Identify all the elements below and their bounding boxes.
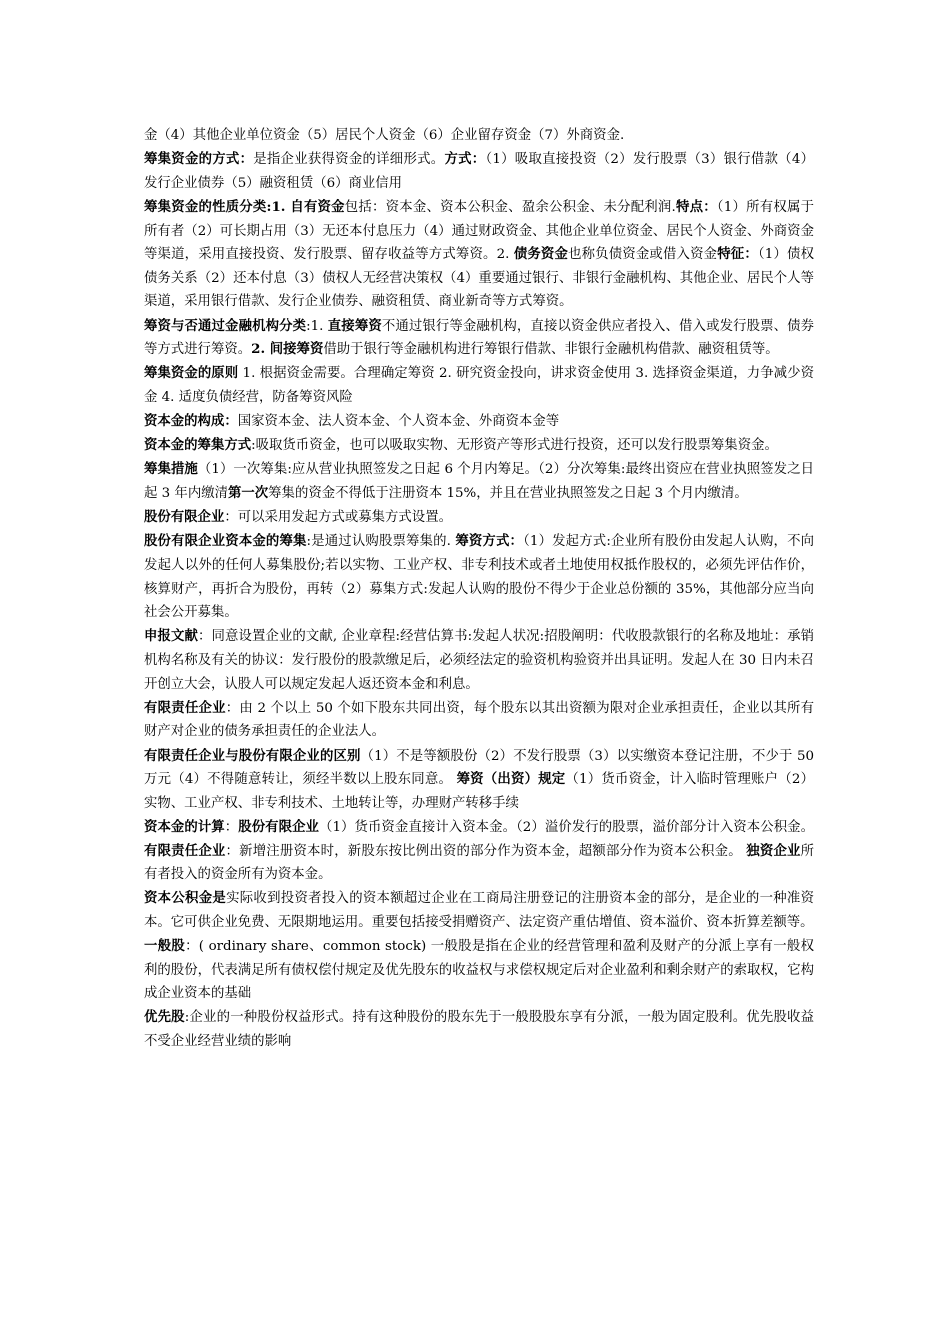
- bold-term: 资本金的筹集方式: [144, 437, 252, 454]
- text-run: （1）债权债务关系（2）还本付息（3）债权人无经营决策权（4）重要通过银行、非银行金融机构、其他企业、居民个人等渠道，采用银行借款、发行企业债券、融资租赁、商业新奇等方式筹资。: [144, 247, 815, 310]
- text-run: 所有者投入的资金所有为资本金。: [144, 843, 815, 883]
- text-run: ：由 2 个以上 50 个如下股东共同出资，每个股东以其出资额为限对企业承担责任，企业以其所有财产对企业的债务承担责任的企业法人。: [144, 700, 814, 740]
- text-run: （1）不是等额股份（2）不发行股票（3）以实缴资本登记注册，不少于 50 万元（4）不得随意转让，须经半数以上股东同意。: [144, 748, 814, 788]
- bold-term: 筹资方式：: [455, 533, 524, 550]
- text-run: ：新增注册资本时，新股东按比例出资的部分作为资本金，超额部分作为资本公积金。: [225, 843, 747, 859]
- paragraph: [144, 315, 814, 362]
- paragraph: [144, 506, 814, 530]
- document-body: [144, 124, 814, 1054]
- bold-term: 股份有限企业: [144, 509, 225, 526]
- text-run: 也称负债资金或借入资金: [568, 247, 718, 263]
- paragraph: [144, 816, 814, 887]
- paragraph: [144, 410, 814, 434]
- bold-term: 筹集措施: [144, 461, 198, 478]
- bold-term: 有限责任企业: [144, 699, 226, 716]
- text-run: :是通过认购股票筹集的.: [306, 534, 456, 550]
- text-run: :吸取货币资金，也可以吸取实物、无形资产等形式进行投资，还可以发行股票筹集资金。: [251, 438, 778, 454]
- bold-term: 2. 间接筹资: [251, 341, 324, 358]
- text-run: 借助于银行等金融机构进行筹银行借款、非银行金融机构借款、融资租赁等。: [323, 342, 779, 358]
- text-run: 实际收到投资者投入的资本额超过企业在工商局注册登记的注册资本金的部分，是企业的一种准资本。它可供企业免费、无限期地运用。重要包括接受捐赠资产、法定资产重估增值、资本溢价、资本折算差额等。: [144, 891, 814, 930]
- text-run: 不通过银行等金融机构，直接以资金供应者投入、借入或发行股票、债券等方式进行筹资。: [144, 318, 815, 358]
- paragraph: [144, 1006, 814, 1053]
- bold-term: 股份有限企业资本金的筹集: [144, 533, 307, 550]
- bold-term: 独资企业: [746, 842, 801, 859]
- text-run: （1）货币资金，计入临时管理账户（2）实物、工业产权、非专利技术、土地转让等，办理财产转移手续: [144, 772, 814, 811]
- paragraph: [144, 530, 814, 624]
- text-run: ：可以采用发起方式或募集方式设置。: [224, 510, 452, 526]
- bold-term: 筹资（出资）规定: [456, 771, 566, 788]
- bold-term: 方式：: [444, 151, 486, 168]
- bold-term: 特征：: [717, 246, 758, 263]
- bold-term: 有限责任企业与股份有限企业的区别: [144, 747, 361, 764]
- text-run: ：同意设置企业的文献, 企业章程:经营估算书:发起人状况:招股阐明：代收股款银行的名称及地址：承销机构名称及有关的协议：发行股份的股款缴足后，必须经法定的验资机构验资并出具证明。发起人在 30 日内未召开创立大会，认股人可以规定发起人返还资本金和利息。: [144, 629, 815, 692]
- paragraph: [144, 745, 814, 816]
- text-run: （1）所有权属于所有者（2）可长期占用（3）无还本付息压力（4）通过财政资金、其他企业单位资金、居民个人资金、外商资金等渠道，采用直接投资、发行股票、留存收益等方式筹资。2.: [144, 199, 814, 263]
- paragraph: [144, 458, 814, 505]
- bold-term: 第一次: [228, 485, 269, 502]
- bold-term: 特点：: [675, 198, 717, 215]
- bold-term: 资本金的计算: [144, 818, 225, 835]
- bold-term: 筹集资金的原则: [144, 365, 239, 382]
- text-run: （1）货币资金直接计入资本金。（2）溢价发行的股票，溢价部分计入资本公积金。: [319, 819, 815, 835]
- text-run: 国家资本金、法人资本金、个人资本金、外商资本金等: [237, 414, 560, 430]
- paragraph: [144, 148, 814, 195]
- text-run: :企业的一种股份权益形式。持有这种股份的股东先于一般股股东享有分派，一般为固定股利。优先股收益不受企业经营业绩的影响: [144, 1010, 814, 1050]
- bold-term: 股份有限企业: [238, 818, 319, 835]
- text-run: 金（4）其他企业单位资金（5）居民个人资金（6）企业留存资金（7）外商资金.: [144, 128, 625, 143]
- bold-term: 债务资金: [513, 246, 569, 263]
- bold-term: 直接筹资: [327, 317, 382, 334]
- paragraph: [144, 697, 814, 744]
- text-run: （1）吸取直接投资（2）发行股票（3）银行借款（4）发行企业债券（5）融资租赁（6）商业信用: [144, 152, 815, 191]
- bold-term: 一般股: [144, 938, 186, 955]
- bold-term: 筹资与否通过金融机构分类: [144, 317, 307, 334]
- paragraph: [144, 434, 814, 458]
- text-run: ：( ordinary share、common stock) 一般股是指在企业的经营管理和盈利及财产的分派上享有一般权利的股份，代表满足所有债权偿付规定及优先股东的收益权与求偿权规定后对企业盈利和剩余财产的索取权，它构成企业资本的基础: [144, 939, 814, 1002]
- text-run: ：: [224, 819, 239, 835]
- bold-term: 资本公积金是: [144, 890, 227, 907]
- bold-term: 申报文献: [144, 628, 198, 645]
- text-run: （1）发起方式:企业所有股份由发起人认购，不向发起人以外的任何人募集股份;若以实物、工业产权、非专利技术或者土地使用权抵作股权的，必须先评估作价，核算财产，再折合为股份，再转（2）募集方式:发起人认购的股份不得少于企业总份额的 35%，其他部分应当向社会公开募集。: [144, 534, 815, 621]
- text-run: 筹集的资金不得低于注册资本 15%，并且在营业执照签发之日起 3 个月内缴清。: [268, 486, 748, 502]
- text-run: 包括：资本金、资本公积金、盈余公积金、未分配利润.: [344, 199, 676, 215]
- text-run: 1. 根据资金需要。合理确定筹资 2. 研究资金投向，讲求资金使用 3. 选择资金渠道，力争减少资金 4. 适度负债经营，防备筹资风险: [144, 366, 814, 405]
- paragraph: [144, 124, 814, 148]
- bold-term: 筹集资金的性质分类:1. 自有资金: [144, 198, 345, 215]
- text-run: （1）一次筹集:应从营业执照签发之日起 6 个月内筹足。（2）分次筹集:最终出资应在营业执照签发之日起 3 年内缴清: [144, 462, 814, 502]
- paragraph: [144, 625, 814, 696]
- paragraph: [144, 362, 814, 409]
- paragraph: [144, 196, 814, 314]
- bold-term: 有限责任企业: [144, 842, 226, 859]
- bold-term: 优先股: [144, 1009, 185, 1026]
- text-run: 是指企业获得资金的详细形式。: [253, 152, 445, 168]
- bold-term: 筹集资金的方式：: [144, 151, 254, 168]
- text-run: :1.: [306, 318, 328, 334]
- bold-term: 资本金的构成：: [144, 413, 238, 430]
- paragraph: [144, 935, 814, 1006]
- paragraph: [144, 887, 814, 934]
